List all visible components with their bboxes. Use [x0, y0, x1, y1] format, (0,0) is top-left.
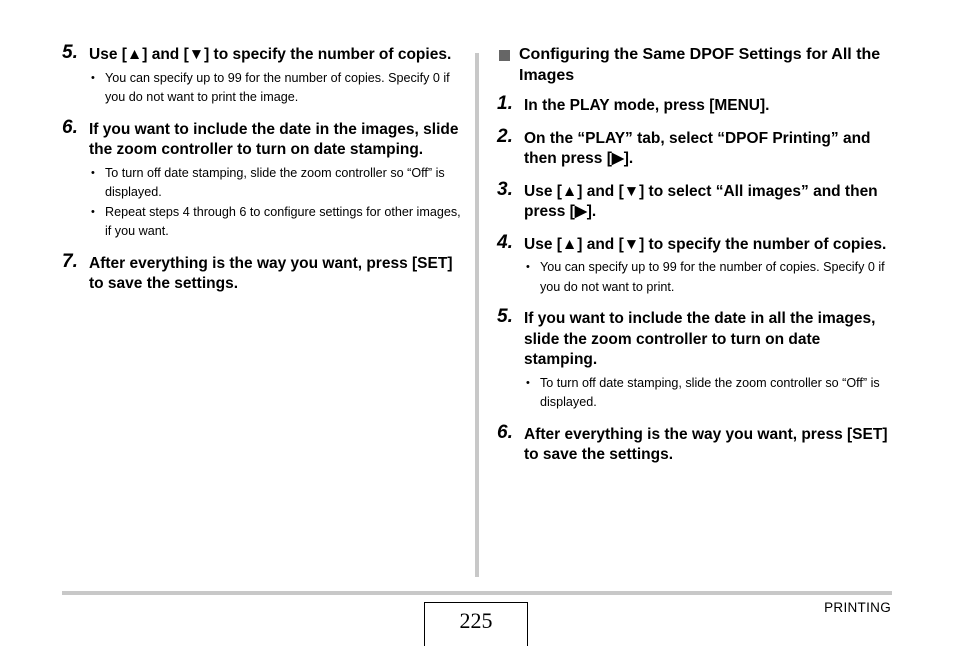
step-instruction: Use [▲] and [▼] to specify the number of copies. — [89, 46, 452, 63]
section-heading-text: Configuring the Same DPOF Settings for All the Images — [519, 46, 881, 84]
left-step-7 — [62, 250, 462, 295]
step-number: 6. — [62, 116, 78, 138]
step-instruction: If you want to include the date in the images, slide the zoom controller to turn on date stamping. — [89, 120, 459, 158]
step-instruction: Use [▲] and [▼] to specify the number of copies. — [524, 235, 887, 253]
bullet-note: • Repeat steps 4 through 6 to configure settings for other images, if you want. — [89, 203, 462, 242]
step-instruction: After everything is the way you want, press [SET] to save the settings. — [89, 254, 453, 292]
step-instruction: On the “PLAY” tab, select “DPOF Printing” and then press [▶]. — [524, 129, 871, 167]
bullet-list — [524, 258, 897, 297]
step-number: 3. — [497, 178, 513, 200]
right-step-4 — [497, 231, 897, 298]
left-step-6 — [62, 116, 462, 242]
section-label: PRINTING — [824, 600, 891, 615]
right-step-6 — [497, 421, 897, 466]
bullet-list — [89, 164, 462, 242]
section-heading — [497, 45, 897, 86]
footer-rule — [62, 591, 892, 595]
bullet-note: • You can specify up to 99 for the number of copies. Specify 0 if you do not want to print the image. — [89, 69, 462, 108]
step-instruction: In the PLAY mode, press [MENU]. — [524, 97, 770, 114]
right-step-2 — [497, 125, 897, 170]
bullet-note: • To turn off date stamping, slide the zoom controller so “Off” is displayed. — [89, 164, 462, 203]
right-step-1 — [497, 93, 897, 117]
page-number: 225 — [424, 602, 528, 646]
step-number: 7. — [62, 250, 78, 272]
step-instruction: After everything is the way you want, press [SET] to save the settings. — [524, 425, 888, 463]
step-number: 6. — [497, 421, 513, 443]
bullet-note: • To turn off date stamping, slide the zoom controller so “Off” is displayed. — [524, 374, 897, 413]
bullet-list — [524, 374, 897, 413]
right-step-3 — [497, 178, 897, 223]
step-number: 5. — [62, 42, 78, 63]
step-number: 1. — [497, 93, 513, 114]
step-number: 5. — [497, 306, 513, 327]
step-number: 4. — [497, 231, 513, 253]
right-step-5 — [497, 306, 897, 413]
step-number: 2. — [497, 125, 513, 147]
step-instruction: If you want to include the date in all the images, slide the zoom controller to turn on date stamping. — [524, 310, 876, 368]
bullet-note: • You can specify up to 99 for the number of copies. Specify 0 if you do not want to print. — [524, 258, 897, 297]
square-bullet-icon — [499, 50, 510, 61]
left-step-5 — [62, 42, 462, 108]
left-column — [62, 42, 462, 307]
bullet-list — [89, 69, 462, 108]
step-instruction: Use [▲] and [▼] to select “All images” and then press [▶]. — [524, 182, 878, 220]
column-divider — [475, 53, 479, 577]
right-column — [497, 45, 897, 478]
